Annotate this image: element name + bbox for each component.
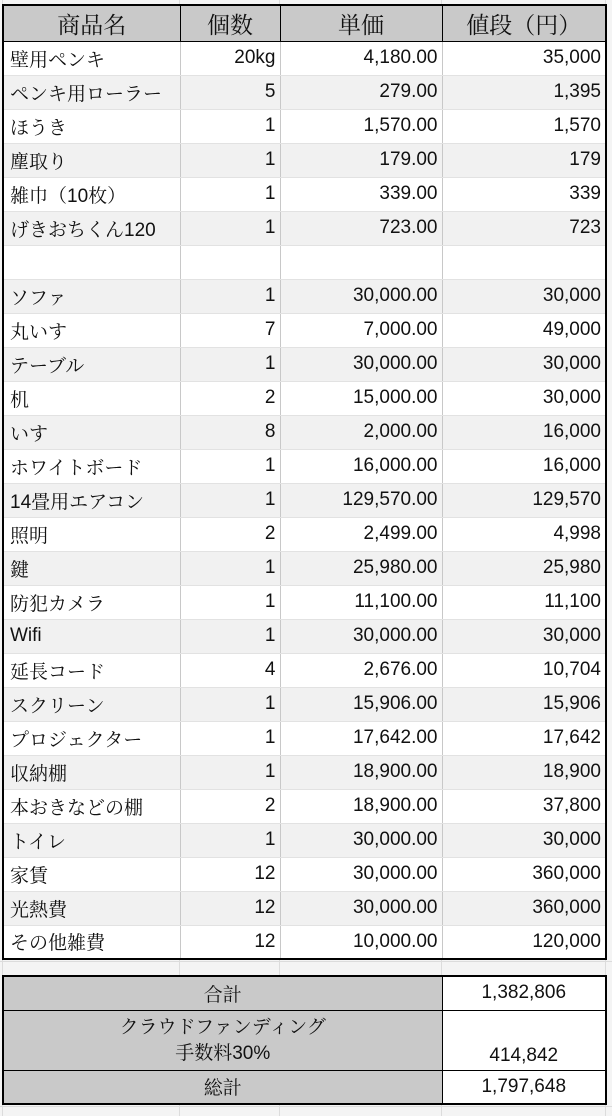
price-cell[interactable]: 1,570 [442,109,606,143]
item-name-cell[interactable]: 家賃 [3,857,180,891]
unit-price-cell[interactable]: 17,642.00 [280,721,442,755]
price-cell[interactable]: 360,000 [442,857,606,891]
item-name-cell[interactable]: テーブル [3,347,180,381]
price-cell[interactable]: 11,100 [442,585,606,619]
unit-price-cell[interactable]: 339.00 [280,177,442,211]
unit-price-cell[interactable]: 30,000.00 [280,857,442,891]
unit-price-cell[interactable]: 10,000.00 [280,925,442,959]
grand-total-value[interactable]: 1,797,648 [442,1070,606,1104]
quantity-cell[interactable]: 1 [180,687,280,721]
summary-table [2,975,607,1105]
item-name-cell[interactable]: 本おきなどの棚 [3,789,180,823]
price-cell[interactable]: 15,906 [442,687,606,721]
unit-price-cell[interactable]: 129,570.00 [280,483,442,517]
table-row [3,109,606,143]
table-row [3,347,606,381]
item-name-cell[interactable]: その他雑費 [3,925,180,959]
quantity-cell[interactable]: 1 [180,177,280,211]
unit-price-cell[interactable]: 179.00 [280,143,442,177]
grid-line-horizontal [0,961,612,962]
quantity-cell[interactable]: 12 [180,857,280,891]
fee-label-line2: 手数料30% [175,1043,271,1064]
table-row [3,279,606,313]
item-name-cell[interactable]: いす [3,415,180,449]
item-name-cell[interactable]: 延長コード [3,653,180,687]
total-label[interactable]: 合計 [3,976,442,1010]
table-row [3,483,606,517]
item-name-cell[interactable]: 光熱費 [3,891,180,925]
grand-total-row [3,1070,606,1104]
quantity-cell[interactable]: 1 [180,585,280,619]
item-name-cell[interactable]: Wifi [3,619,180,653]
price-cell[interactable]: 30,000 [442,823,606,857]
item-name-cell[interactable]: 丸いす [3,313,180,347]
quantity-cell[interactable]: 1 [180,279,280,313]
quantity-cell[interactable]: 1 [180,109,280,143]
price-cell[interactable]: 16,000 [442,415,606,449]
quantity-cell[interactable]: 5 [180,75,280,109]
grid-line-horizontal [0,1106,612,1107]
table-row [3,551,606,585]
unit-price-cell[interactable]: 4,180.00 [280,41,442,75]
quantity-cell[interactable]: 4 [180,653,280,687]
table-row [3,687,606,721]
item-name-cell[interactable]: 塵取り [3,143,180,177]
price-cell[interactable]: 25,980 [442,551,606,585]
price-cell[interactable]: 18,900 [442,755,606,789]
table-row [3,415,606,449]
unit-price-cell[interactable]: 11,100.00 [280,585,442,619]
item-name-cell[interactable]: ホワイトボード [3,449,180,483]
item-name-cell[interactable]: ほうき [3,109,180,143]
unit-price-cell[interactable]: 279.00 [280,75,442,109]
quantity-cell[interactable]: 12 [180,891,280,925]
unit-price-cell[interactable]: 30,000.00 [280,347,442,381]
unit-price-cell[interactable]: 723.00 [280,211,442,245]
table-row [3,755,606,789]
quantity-cell[interactable]: 2 [180,517,280,551]
unit-price-cell[interactable]: 2,676.00 [280,653,442,687]
quantity-cell[interactable]: 1 [180,211,280,245]
price-cell[interactable]: 1,395 [442,75,606,109]
price-cell[interactable]: 339 [442,177,606,211]
table-row [3,75,606,109]
unit-price-cell[interactable]: 25,980.00 [280,551,442,585]
fee-label[interactable] [3,1010,442,1070]
header-price-yen[interactable]: 値段（円） [442,5,606,41]
unit-price-cell[interactable]: 1,570.00 [280,109,442,143]
table-row [3,789,606,823]
item-name-cell[interactable]: ペンキ用ローラー [3,75,180,109]
price-cell[interactable]: 35,000 [442,41,606,75]
unit-price-cell[interactable]: 15,000.00 [280,381,442,415]
table-row [3,517,606,551]
item-name-cell[interactable]: 壁用ペンキ [3,41,180,75]
table-row [3,313,606,347]
item-name-cell[interactable]: 雑巾（10枚） [3,177,180,211]
price-cell[interactable] [442,245,606,279]
item-name-cell[interactable]: 照明 [3,517,180,551]
total-value[interactable]: 1,382,806 [442,976,606,1010]
quantity-cell[interactable]: 7 [180,313,280,347]
item-name-cell[interactable]: プロジェクター [3,721,180,755]
item-name-cell[interactable]: げきおちくん120 [3,211,180,245]
item-name-cell[interactable]: 14畳用エアコン [3,483,180,517]
price-cell[interactable]: 30,000 [442,381,606,415]
table-row [3,245,606,279]
price-cell[interactable]: 120,000 [442,925,606,959]
price-cell[interactable]: 17,642 [442,721,606,755]
item-name-cell[interactable]: 机 [3,381,180,415]
item-name-cell[interactable]: トイレ [3,823,180,857]
grand-total-label[interactable]: 総計 [3,1070,442,1104]
table-row [3,177,606,211]
table-row [3,823,606,857]
header-row [3,5,606,41]
quantity-cell[interactable]: 2 [180,381,280,415]
item-name-cell[interactable]: スクリーン [3,687,180,721]
unit-price-cell[interactable]: 30,000.00 [280,279,442,313]
quantity-cell[interactable]: 1 [180,721,280,755]
unit-price-cell[interactable]: 15,906.00 [280,687,442,721]
table-row [3,653,606,687]
quantity-cell[interactable]: 8 [180,415,280,449]
unit-price-cell[interactable]: 2,499.00 [280,517,442,551]
price-cell[interactable]: 30,000 [442,347,606,381]
table-row [3,143,606,177]
quantity-cell[interactable]: 1 [180,347,280,381]
quantity-cell[interactable] [180,245,280,279]
quantity-cell[interactable]: 1 [180,823,280,857]
quantity-cell[interactable]: 1 [180,449,280,483]
unit-price-cell[interactable]: 18,900.00 [280,755,442,789]
quantity-cell[interactable]: 1 [180,143,280,177]
unit-price-cell[interactable]: 2,000.00 [280,415,442,449]
table-row [3,449,606,483]
header-quantity[interactable]: 個数 [180,5,280,41]
table-row [3,41,606,75]
item-name-cell[interactable]: 収納棚 [3,755,180,789]
table-row [3,585,606,619]
price-cell[interactable]: 49,000 [442,313,606,347]
unit-price-cell[interactable]: 30,000.00 [280,619,442,653]
quantity-cell[interactable]: 1 [180,483,280,517]
item-name-cell[interactable]: 鍵 [3,551,180,585]
quantity-cell[interactable]: 12 [180,925,280,959]
unit-price-cell[interactable]: 18,900.00 [280,789,442,823]
unit-price-cell[interactable]: 30,000.00 [280,891,442,925]
price-cell[interactable]: 4,998 [442,517,606,551]
price-cell[interactable]: 30,000 [442,619,606,653]
price-cell[interactable]: 10,704 [442,653,606,687]
table-row [3,619,606,653]
table-row [3,857,606,891]
quantity-cell[interactable]: 1 [180,755,280,789]
table-row [3,721,606,755]
quantity-cell[interactable]: 1 [180,619,280,653]
quantity-cell[interactable]: 20kg [180,41,280,75]
table-row [3,891,606,925]
header-item-name[interactable]: 商品名 [3,5,180,41]
header-unit-price[interactable]: 単価 [280,5,442,41]
item-name-cell[interactable] [3,245,180,279]
unit-price-cell[interactable]: 16,000.00 [280,449,442,483]
price-cell[interactable]: 30,000 [442,279,606,313]
fee-value[interactable]: 414,842 [442,1010,606,1070]
price-cell[interactable]: 37,800 [442,789,606,823]
table-row [3,381,606,415]
item-name-cell[interactable]: 防犯カメラ [3,585,180,619]
price-cell[interactable]: 16,000 [442,449,606,483]
item-name-cell[interactable]: ソファ [3,279,180,313]
total-row [3,976,606,1010]
quantity-cell[interactable]: 2 [180,789,280,823]
unit-price-cell[interactable] [280,245,442,279]
table-row [3,925,606,959]
price-cell[interactable]: 723 [442,211,606,245]
price-cell[interactable]: 360,000 [442,891,606,925]
unit-price-cell[interactable]: 30,000.00 [280,823,442,857]
price-cell[interactable]: 129,570 [442,483,606,517]
quantity-cell[interactable]: 1 [180,551,280,585]
table-row [3,211,606,245]
item-table [2,4,607,960]
fee-row [3,1010,606,1070]
unit-price-cell[interactable]: 7,000.00 [280,313,442,347]
fee-label-line1: クラウドファンディング [119,1017,326,1038]
price-cell[interactable]: 179 [442,143,606,177]
